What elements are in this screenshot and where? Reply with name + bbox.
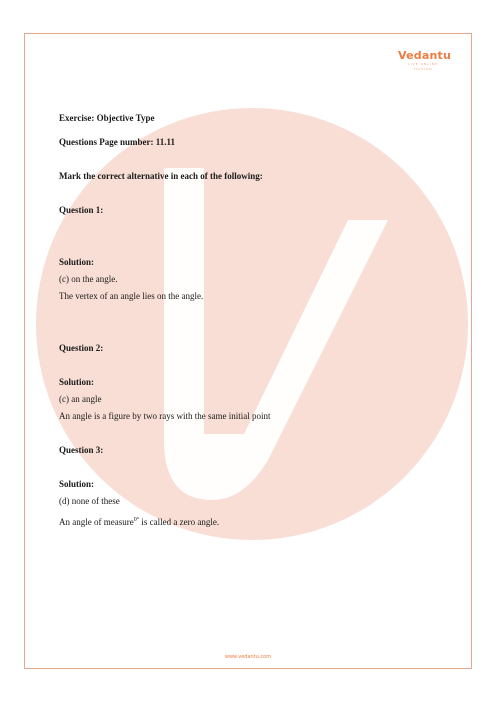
question-3-label: Question 3: [59,445,104,455]
question-2-solution-label: Solution: [59,377,95,387]
question-3-explanation [59,514,219,528]
question-2-answer: (c) an angle [59,394,102,404]
question-1-solution-label: Solution: [59,257,95,267]
vedantu-logo [398,49,451,72]
exercise-title: Exercise: Objective Type [59,113,155,123]
footer-url: www.vedantu.com [224,654,272,660]
question-2-explanation: An angle is a figure by two rays with the same initial point [59,411,271,421]
question-3-solution-label: Solution: [59,479,95,489]
question-3-explanation-start: An angle of measure [59,517,134,527]
question-2-label: Question 2: [59,343,104,353]
question-3-explanation-end: is called a zero angle. [139,517,220,527]
question-3-answer: (d) none of these [59,496,120,506]
question-1-explanation: The vertex of an angle lies on the angle. [59,291,204,301]
logo-wordmark: Vedantu [398,49,451,62]
question-1-label: Question 1: [59,205,104,215]
degree-superscript: 0° [133,517,140,523]
instruction: Mark the correct alternative in each of the following: [59,171,263,181]
page-reference: Questions Page number: 11.11 [59,137,176,147]
logo-tagline: LIVE ONLINE TUITION [408,62,438,71]
question-1-answer: (c) on the angle. [59,274,118,284]
